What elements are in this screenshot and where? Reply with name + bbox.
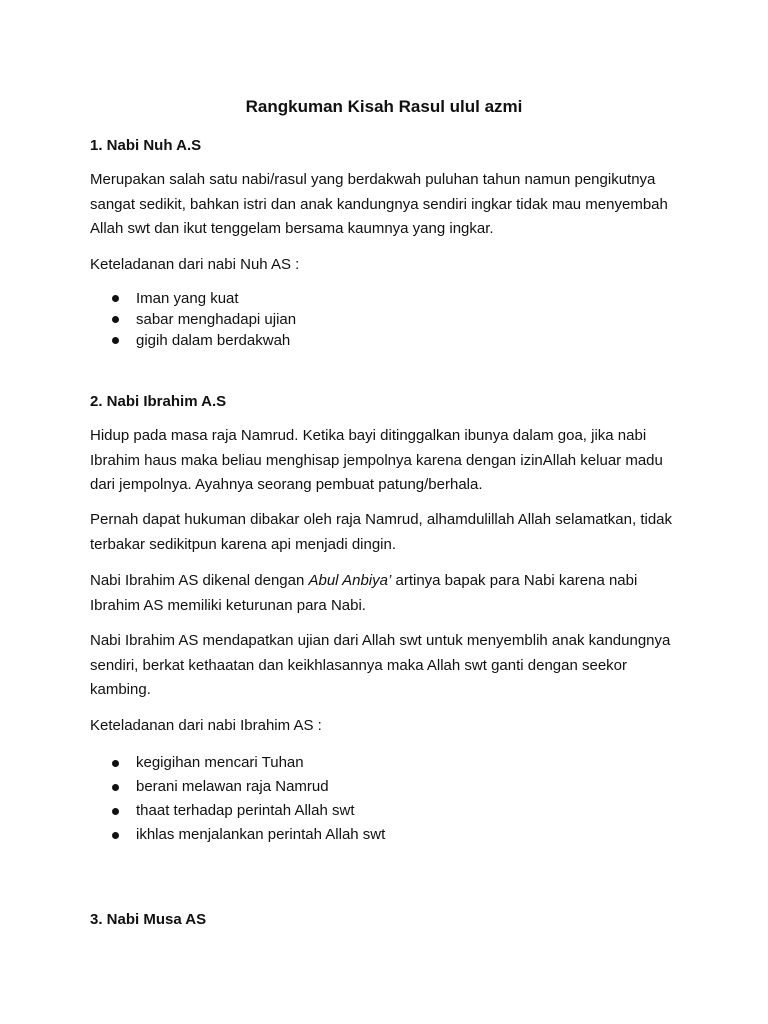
list-item: ikhlas menjalankan perintah Allah swt	[112, 823, 385, 847]
list-item: Iman yang kuat	[112, 288, 296, 309]
bullet-icon	[112, 295, 119, 302]
bullet-icon	[112, 337, 119, 344]
paragraph-line: sendiri, berkat kethaatan dan keikhlasannya maka Allah swt ganti dengan seekor	[90, 656, 628, 674]
paragraph-ibrahim-intro	[90, 424, 690, 498]
bullet-icon	[112, 760, 119, 767]
paragraph-line: Nabi Ibrahim AS dikenal dengan Abul Anbiya’ artinya bapak para Nabi karena nabi	[90, 572, 638, 589]
paragraph-line: Keteladanan dari nabi Ibrahim AS :	[90, 717, 322, 734]
paragraph-line: Pernah dapat hukuman dibakar oleh raja Namrud, alhamdulillah Allah selamatkan, tidak	[90, 511, 673, 528]
bullet-list-nuh	[112, 288, 296, 351]
paragraph-nuh-keteladanan	[90, 253, 690, 278]
section-heading-musa: 3. Nabi Musa AS	[90, 911, 207, 928]
section-heading-nuh: 1. Nabi Nuh A.S	[90, 137, 202, 154]
paragraph-line: Allah swt dan ikut tenggelam bersama kaumnya yang ingkar.	[90, 220, 494, 237]
bullet-icon	[112, 808, 119, 815]
paragraph-line: Hidup pada masa raja Namrud. Ketika bayi ditinggalkan ibunya dalam goa, jika nabi	[90, 427, 647, 444]
list-item: thaat terhadap perintah Allah swt	[112, 799, 385, 823]
bullet-icon	[112, 832, 119, 839]
bullet-icon	[112, 784, 119, 791]
paragraph-line: Nabi Ibrahim AS mendapatkan ujian dari Allah swt untuk menyemblih anak kandungnya	[90, 632, 671, 649]
paragraph-ibrahim-ujian	[90, 629, 690, 703]
page-title: Rangkuman Kisah Rasul ulul azmi	[245, 97, 523, 116]
paragraph-ibrahim-abul-anbiya	[90, 569, 690, 618]
list-item: kegigihan mencari Tuhan	[112, 751, 385, 775]
list-item: gigih dalam berdakwah	[112, 330, 296, 351]
paragraph-line: kambing.	[90, 681, 151, 698]
bullet-list-ibrahim	[112, 751, 385, 847]
paragraph-line: Ibrahim haus maka beliau menghisap jempolnya karena dengan izinAllah keluar madu	[90, 451, 663, 469]
paragraph-line: terbakar sedikitpun karena api menjadi dingin.	[90, 535, 397, 553]
bullet-icon	[112, 316, 119, 323]
paragraph-line: sangat sedikit, bahkan istri dan anak kandungnya sendiri ingkar tidak mau menyembah	[90, 195, 668, 213]
list-item: sabar menghadapi ujian	[112, 309, 296, 330]
paragraph-ibrahim-hukuman	[90, 508, 690, 557]
paragraph-line: Merupakan salah satu nabi/rasul yang berdakwah puluhan tahun namun pengikutnya	[90, 171, 656, 188]
list-item: berani melawan raja Namrud	[112, 775, 385, 799]
paragraph-nuh-intro	[90, 168, 690, 242]
paragraph-ibrahim-keteladanan	[90, 714, 690, 739]
paragraph-line: Keteladanan dari nabi Nuh AS :	[90, 256, 300, 273]
paragraph-line: Ibrahim AS memiliki keturunan para Nabi.	[90, 596, 366, 614]
section-heading-ibrahim: 2. Nabi Ibrahim A.S	[90, 393, 227, 410]
italic-term: Abul Anbiya’	[308, 572, 392, 589]
paragraph-line: dari jempolnya. Ayahnya seorang pembuat patung/berhala.	[90, 476, 483, 493]
